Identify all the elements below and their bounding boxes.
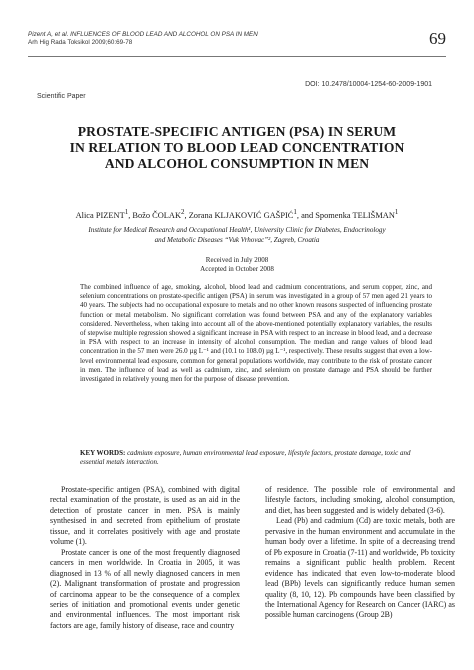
affiliations xyxy=(55,225,419,245)
running-title: Pizent A, et al. INFLUENCES OF BLOOD LEAD AND ALCOHOL ON PSA IN MEN xyxy=(28,31,258,38)
abstract-text: The combined influence of age, smoking, alcohol, blood lead and cadmium concentrations, and serum copper, zinc, and selenium concentrations on prostate-specific antigen (PSA) in serum was investigated in a group of 57 men aged 21 years to 40 years. The subjects had no occupational exposure to metals and no other known reasons suspected of influencing prostate function or metal metabolism. No significant correlation was found between PSA and any of the explanatory variables considered. Nevertheless, when taking into account all of the above-mentioned potentially explanatory variables, the results of stepwise multiple regression showed a significant increase in PSA with respect to an increase in blood lead, and a decrease in PSA with respect to an increase in intensity of alcohol consumption. The median and range values of blood lead concentration in the 57 men were 26.0 µg L⁻¹ and (10.1 to 108.0) µg L⁻¹, respectively. These results suggest that even a low-level environmental lead exposure, common for general populations worldwide, may contribute to the risk of prostate cancer in men. The influence of lead as well as cadmium, zinc, and selenium on prostate damage and PSA should be further investigated in relatively young men for the purpose of disease prevention. xyxy=(80,283,432,384)
body-paragraph: Lead (Pb) and cadmium (Cd) are toxic metals, both are pervasive in the human environment and accumulate in the human body over a lifetime. In spite of a decreasing trend of Pb exposure in Croatia (7-11) and worldwide, Pb toxicity remains a significant public health problem. Recent evidence has indicated that even low-to-moderate blood lead (BPb) levels can significantly reduce human semen quality (8, 10, 12). Pb compounds have been classified by the International Agency for Research on Cancer (IARC) as possible human carcinogens (Group 2B) xyxy=(265,516,455,620)
affiliation-line-2: and Metabolic Diseases “Vuk Vrhovac”², Zagreb, Croatia xyxy=(154,236,320,244)
article-category: Scientific Paper xyxy=(37,93,86,100)
author-name: , and Spomenka TELIŠMAN xyxy=(296,210,395,220)
body-paragraph: Prostate-specific antigen (PSA), combined with digital rectal examination of the prostate, is used as an aid in the detection of prostate cancer in men. PSA is mainly synthesised in and secreted from epithelium of prostate tissue, and it correlates positively with age and prostate volume (1). xyxy=(50,485,240,547)
received-date: Received in July 2008 xyxy=(205,256,269,264)
submission-dates xyxy=(30,256,444,274)
keywords xyxy=(80,449,432,467)
author-affiliation-mark: 1 xyxy=(124,208,129,216)
keywords-label: KEY WORDS: xyxy=(80,449,126,457)
page-number: 69 xyxy=(429,29,446,48)
author-name: , Božo ČOLAK xyxy=(128,210,181,220)
doi-link[interactable]: DOI: 10.2478/10004-1254-60-2009-1901 xyxy=(305,81,432,88)
title-line-3: AND ALCOHOL CONSUMPTION IN MEN xyxy=(104,156,370,171)
author-affiliation-mark: 2 xyxy=(181,208,185,216)
author-name: , Zorana KLJAKOVIĆ GAŠPIĆ xyxy=(184,210,294,220)
author-name: Alica PIZENT xyxy=(75,210,125,220)
body-paragraph: of residence. The possible role of environmental and lifestyle factors, including smoking, alcohol consumption, and diet, has been suggested and is widely debated (3-6). xyxy=(265,485,455,515)
body-column-right xyxy=(265,485,455,621)
keywords-text: cadmium exposure, human environmental lead exposure, lifestyle factors, prostate damage, toxic and essential metals interaction. xyxy=(80,449,411,467)
article-title xyxy=(30,124,444,172)
body-column-left xyxy=(50,485,240,631)
author-list xyxy=(30,208,444,220)
header-divider xyxy=(28,56,446,57)
title-line-2: IN RELATION TO BLOOD LEAD CONCENTRATION xyxy=(69,140,405,155)
body-paragraph: Prostate cancer is one of the most frequently diagnosed cancers in men worldwide. In Croatia in 2005, it was diagnosed in 13 % of all newly diagnosed cancers in men (2). Malignant transformation of prostate and progression of carcinoma appear to be the consequence of a complex series of initiation and promotional events under genetic and environmental influences. The most important risk factors are age, family history of disease, race and country xyxy=(50,547,240,630)
journal-citation: Arh Hig Rada Toksikol 2009;60:69-78 xyxy=(28,38,133,46)
author-affiliation-mark: 1 xyxy=(394,208,399,216)
running-header xyxy=(28,31,258,46)
author-affiliation-mark: 1 xyxy=(293,208,297,216)
affiliation-line-1: Institute for Medical Research and Occupational Health¹, University Clinic for Diabetes, Endocrinology xyxy=(88,226,386,234)
title-line-1: PROSTATE-SPECIFIC ANTIGEN (PSA) IN SERUM xyxy=(77,124,397,139)
abstract xyxy=(80,283,432,384)
accepted-date: Accepted in October 2008 xyxy=(200,265,274,273)
